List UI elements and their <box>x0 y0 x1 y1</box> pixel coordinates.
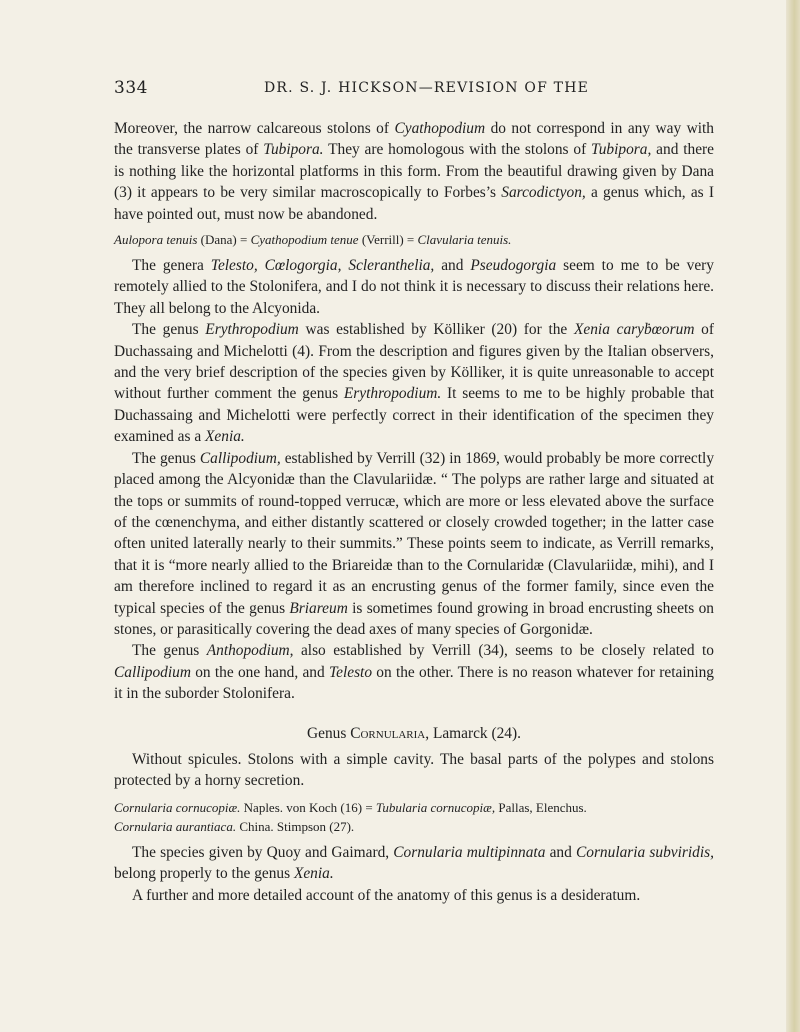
text-run: The species given by Quoy and Gaimard, <box>132 843 394 861</box>
text-run: on the one hand, and <box>190 663 329 681</box>
text-run: also established by Verrill (34), seems to be closely related to <box>293 642 714 660</box>
text-run: The genus <box>132 642 207 660</box>
italic-text: Tubipora. <box>263 141 324 159</box>
text-run: established by Verrill (32) in 1869, would probably be more correctly placed among the Alcyonidæ than the Clavulariidæ. “ The polyps are rather large and situated at the tops or summits of round-topped verrucæ, which are more or less elevated above the surface of the cœnenchyma, and either distantly scattered or closely crowded together; in the latter case often united laterally nearly to their summits.” These points seem to indicate, as Verrill remarks, that it is “more nearly allied to the Briareidæ than to the Cornularidæ (Clavulariidæ, mihi), and I am therefore inclined to regard it as an encrusting genus of the former family, since even the typical species of the genus <box>114 449 715 617</box>
small-caps-text: Cornularia, <box>350 724 430 742</box>
synonymy-line <box>114 230 714 249</box>
paragraph <box>114 255 714 319</box>
text-run: a genus which, as I have pointed out, must now be abandoned. <box>114 184 714 223</box>
text-run: and there is nothing like the horizontal platforms in this form. From the beautiful drawing given by Dana (3) it appears to be very similar macroscopically to Forbes’s <box>114 141 714 202</box>
text-run: do not correspond in any way with the transverse plates of <box>114 120 714 159</box>
text-run: The genus <box>132 321 206 339</box>
synonymy-line <box>114 817 714 836</box>
text-run: Without spicules. Stolons with a simple cavity. The basal parts of the polypes and stolons protected by a horny secretion. <box>114 750 714 790</box>
text-run: Naples. von Koch (16) = <box>240 799 376 815</box>
italic-text: Xenia. <box>205 428 245 446</box>
text-run: Lamarck (24). <box>429 724 521 742</box>
paragraph <box>114 749 714 792</box>
italic-text: Cyathopodium <box>394 120 486 137</box>
paragraph <box>114 118 714 225</box>
text-run: China. Stimpson (27). <box>236 818 355 834</box>
italic-text: Pseudogorgia <box>470 257 557 275</box>
page-number: 334 <box>114 78 148 98</box>
italic-text: Briareum <box>289 599 348 617</box>
genus-heading <box>114 723 714 744</box>
text-run: belong properly to the genus <box>114 865 294 883</box>
italic-text: Xenia caryḃœorum <box>574 321 695 339</box>
paragraph <box>114 842 714 885</box>
italic-text: Aulopora tenuis <box>114 232 198 248</box>
italic-text: Tubularia cornucopiæ, <box>375 799 496 815</box>
italic-text: Xenia. <box>293 865 334 883</box>
paragraph <box>114 448 714 641</box>
italic-text: Cyathopodium tenue <box>250 232 359 248</box>
text-run: Moreover, the narrow calcareous stolons of <box>114 120 395 137</box>
paragraph <box>114 640 714 704</box>
paragraph <box>114 319 714 447</box>
text-run: It seems to me to be highly probable that Duchassaing and Michelotti were perfectly correct in their identification of the specimen they examined as a <box>114 385 715 446</box>
italic-text: Cornularia multipinnata <box>393 843 546 861</box>
italic-text: Erythropodium. <box>343 385 442 403</box>
text-run: and <box>434 257 471 275</box>
italic-text: Tubipora, <box>591 141 652 159</box>
text-run: A further and more detailed account of the anatomy of this genus is a desideratum. <box>132 886 641 904</box>
text-run: Genus <box>307 724 351 742</box>
italic-text: Erythropodium <box>205 321 299 339</box>
page-header <box>114 78 714 104</box>
italic-text: Telesto, Cœlogorgia, Scleranthelia, <box>210 257 435 275</box>
text-run: and <box>545 843 576 861</box>
italic-text: Anthopodium, <box>206 642 294 660</box>
italic-text: Cornularia subviridis, <box>575 843 714 861</box>
italic-text: Cornularia cornucopiæ. <box>114 799 241 815</box>
italic-text: Callipodium, <box>199 449 281 467</box>
text-run: (Verrill) = <box>358 232 418 248</box>
body-text <box>114 118 714 906</box>
page-edge <box>786 0 800 1032</box>
text-run: on the other. There is no reason whatever for retaining it in the suborder Stolonifera. <box>114 663 714 703</box>
text-run: They are homologous with the stolons of <box>323 141 592 159</box>
text-run: The genus <box>132 449 200 467</box>
text-run: was established by Kölliker (20) for the <box>298 321 574 339</box>
text-run: seem to me to be very remotely allied to the Stolonifera, and I do not think it is necessary to discuss their relations here. They all belong to the Alcyonida. <box>114 257 715 317</box>
italic-text: Cornularia aurantiaca. <box>114 818 237 834</box>
italic-text: Callipodium <box>114 663 191 681</box>
text-run: Pallas, Elenchus. <box>495 799 587 815</box>
text-run: is sometimes found growing in broad encrusting sheets on stones, or parasitically covering the dead axes of many species of Gorgonidæ. <box>114 599 714 638</box>
italic-text: Clavularia tenuis. <box>417 232 512 248</box>
synonymy-line <box>114 798 714 817</box>
paragraph <box>114 885 714 906</box>
running-head: DR. S. J. HICKSON—REVISION OF THE <box>264 80 590 96</box>
text-run: of Duchassaing and Michelotti (4). From the description and figures given by the Italian observers, and the very brief description of the species given by Kölliker, it is quite unreasonable to accept without further comment the genus <box>114 321 714 403</box>
italic-text: Sarcodictyon, <box>501 184 586 202</box>
text-run: The genera <box>132 257 211 275</box>
text-run: (Dana) = <box>197 232 251 248</box>
italic-text: Telesto <box>328 663 373 681</box>
